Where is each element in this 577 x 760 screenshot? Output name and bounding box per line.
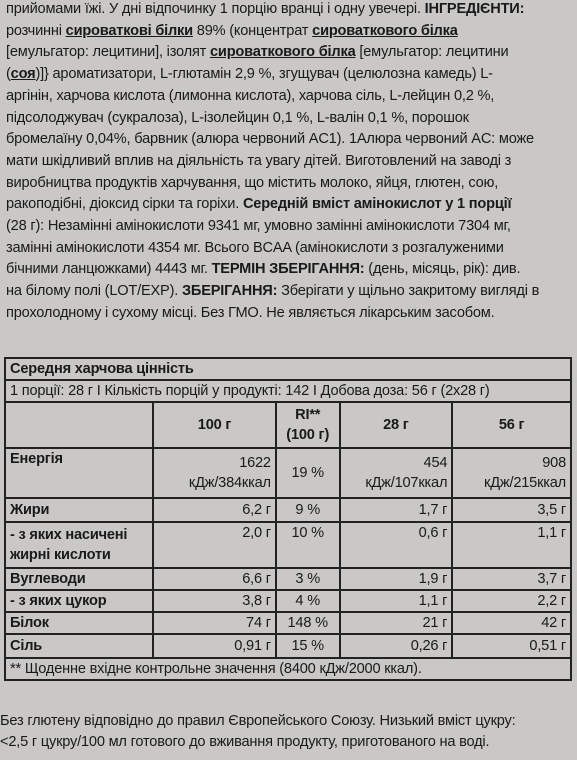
energy-100g: 1622 кДж/384ккал xyxy=(153,448,276,498)
sugar-100g: 3,8 г xyxy=(153,590,276,612)
sugar-row xyxy=(5,590,571,612)
footer-line-2: <2,5 г цукру/100 мл готового до вживання продукту, приготованого на воді. xyxy=(0,734,490,750)
ingredients-line-2: розчинні сироваткові білки 89% (концентрат сироваткового білка xyxy=(6,22,458,39)
ingredients-line-14: на білому полі (LOT/EXP). ЗБЕРІГАННЯ: Зберігати у щільно закритому вигляді в xyxy=(6,283,540,300)
ingredients-line-9: виробництва продуктів харчування, що містить молоко, яйця, глютен, сою, xyxy=(6,174,499,191)
header-100g: 100 г xyxy=(153,402,276,448)
fat-100g: 6,2 г xyxy=(153,498,276,522)
header-row xyxy=(5,402,571,448)
saturated-fat-100g: 2,0 г xyxy=(153,522,276,568)
ingredients-line-3: [емульгатор: лецитини], ізолят сироваткового білка [емульгатор: лецитини xyxy=(6,44,509,61)
nutrition-table xyxy=(4,357,572,681)
sugar-28g: 1,1 г xyxy=(340,590,453,612)
energy-28g: 454 кДж/107ккал xyxy=(340,448,453,498)
carbs-ri: 3 % xyxy=(276,568,340,590)
nutrition-title: Середня харчова цінність xyxy=(5,358,571,380)
saturated-fat-row xyxy=(5,522,571,568)
salt-56g: 0,51 г xyxy=(452,634,571,658)
carbs-28g: 1,9 г xyxy=(340,568,453,590)
saturated-fat-28g: 0,6 г xyxy=(340,522,453,568)
footer-line-1: Без глютену відповідно до правил Європейського Союзу. Низький вміст цукру: xyxy=(0,713,516,729)
ingredients-line-1: прийомами їжі. У дні відпочинку 1 порцію вранці і одну увечері. ІНГРЕДІЄНТИ: xyxy=(6,1,525,17)
sugar-label: - з яких цукор xyxy=(5,590,153,612)
carbs-100g: 6,6 г xyxy=(153,568,276,590)
ri-footnote: ** Щоденне вхідне контрольне значення (8400 кДж/2000 ккал). xyxy=(5,658,571,680)
servings-row xyxy=(5,380,571,402)
footnote-row xyxy=(5,658,571,680)
ingredients-line-8: мати шкідливий вплив на діяльність та увагу дітей. Виготовлений на заводі з xyxy=(6,152,512,169)
protein-label: Білок xyxy=(5,612,153,634)
ingredients-line-13: бічними ланцюжками) 4443 мг. ТЕРМІН ЗБЕРІГАННЯ: (день, місяць, рік): див. xyxy=(6,261,521,278)
carbs-label: Вуглеводи xyxy=(5,568,153,590)
energy-56g: 908 кДж/215ккал xyxy=(452,448,571,498)
protein-56g: 42 г xyxy=(452,612,571,634)
sugar-56g: 2,2 г xyxy=(452,590,571,612)
energy-label: Енергія xyxy=(5,448,153,498)
saturated-fat-ri: 10 % xyxy=(276,522,340,568)
fat-ri: 9 % xyxy=(276,498,340,522)
ingredients-line-12: замінні амінокислоти 4354 мг. Всього BCAA (амінокислоти з розгалуженими xyxy=(6,239,504,256)
sugar-ri: 4 % xyxy=(276,590,340,612)
saturated-fat-56g: 1,1 г xyxy=(452,522,571,568)
servings-info: 1 порції: 28 г I Кількість порцій у продукті: 142 I Добова доза: 56 г (2х28 г) xyxy=(5,380,571,402)
ingredients-line-11: (28 г): Незамінні амінокислоти 9341 мг, умовно замінні амінокислоти 7304 мг, xyxy=(6,218,511,235)
saturated-fat-label: - з яких насичені жирні кислоти xyxy=(5,522,153,568)
nutrition-title-row xyxy=(5,358,571,380)
protein-row xyxy=(5,612,571,634)
protein-100g: 74 г xyxy=(153,612,276,634)
header-56g: 56 г xyxy=(452,402,571,448)
ingredients-line-10: ракоподібні, діоксид сірки та горіхи. Середній вміст амінокислот у 1 порції xyxy=(6,196,512,213)
fat-row xyxy=(5,498,571,522)
salt-100g: 0,91 г xyxy=(153,634,276,658)
carbs-row xyxy=(5,568,571,590)
fat-label: Жири xyxy=(5,498,153,522)
energy-ri: 19 % xyxy=(276,448,340,498)
gluten-sugar-note xyxy=(0,711,577,753)
energy-row xyxy=(5,448,571,498)
salt-ri: 15 % xyxy=(276,634,340,658)
salt-28g: 0,26 г xyxy=(340,634,453,658)
protein-ri: 148 % xyxy=(276,612,340,634)
fat-56g: 3,5 г xyxy=(452,498,571,522)
ingredients-line-7: бромелаїну 0,04%, барвник (алюра червоний AC1). 1Алюра червоний AC: може xyxy=(6,131,534,148)
header-blank xyxy=(5,402,153,448)
fat-28g: 1,7 г xyxy=(340,498,453,522)
ingredients-line-5: аргінін, харчова кислота (лимонна кислота), харчова сіль, L-лейцин 0,2 %, xyxy=(6,87,495,104)
header-28g: 28 г xyxy=(340,402,453,448)
ingredients-line-6: підсолоджувач (сукралоза), L-ізолейцин 0,1 %, L-валін 0,1 %, порошок xyxy=(6,109,469,126)
carbs-56g: 3,7 г xyxy=(452,568,571,590)
header-ri: RI** (100 г) xyxy=(276,402,340,448)
ingredients-text xyxy=(6,0,572,325)
ingredients-line-4: (соя)]} ароматизатори, L-глютамін 2,9 %, згущувач (целюлозна камедь) L- xyxy=(6,66,493,83)
ingredients-line-15: прохолодному і сухому місці. Без ГМО. Не являється лікарським засобом. xyxy=(6,304,495,321)
salt-label: Сіль xyxy=(5,634,153,658)
salt-row xyxy=(5,634,571,658)
protein-28g: 21 г xyxy=(340,612,453,634)
